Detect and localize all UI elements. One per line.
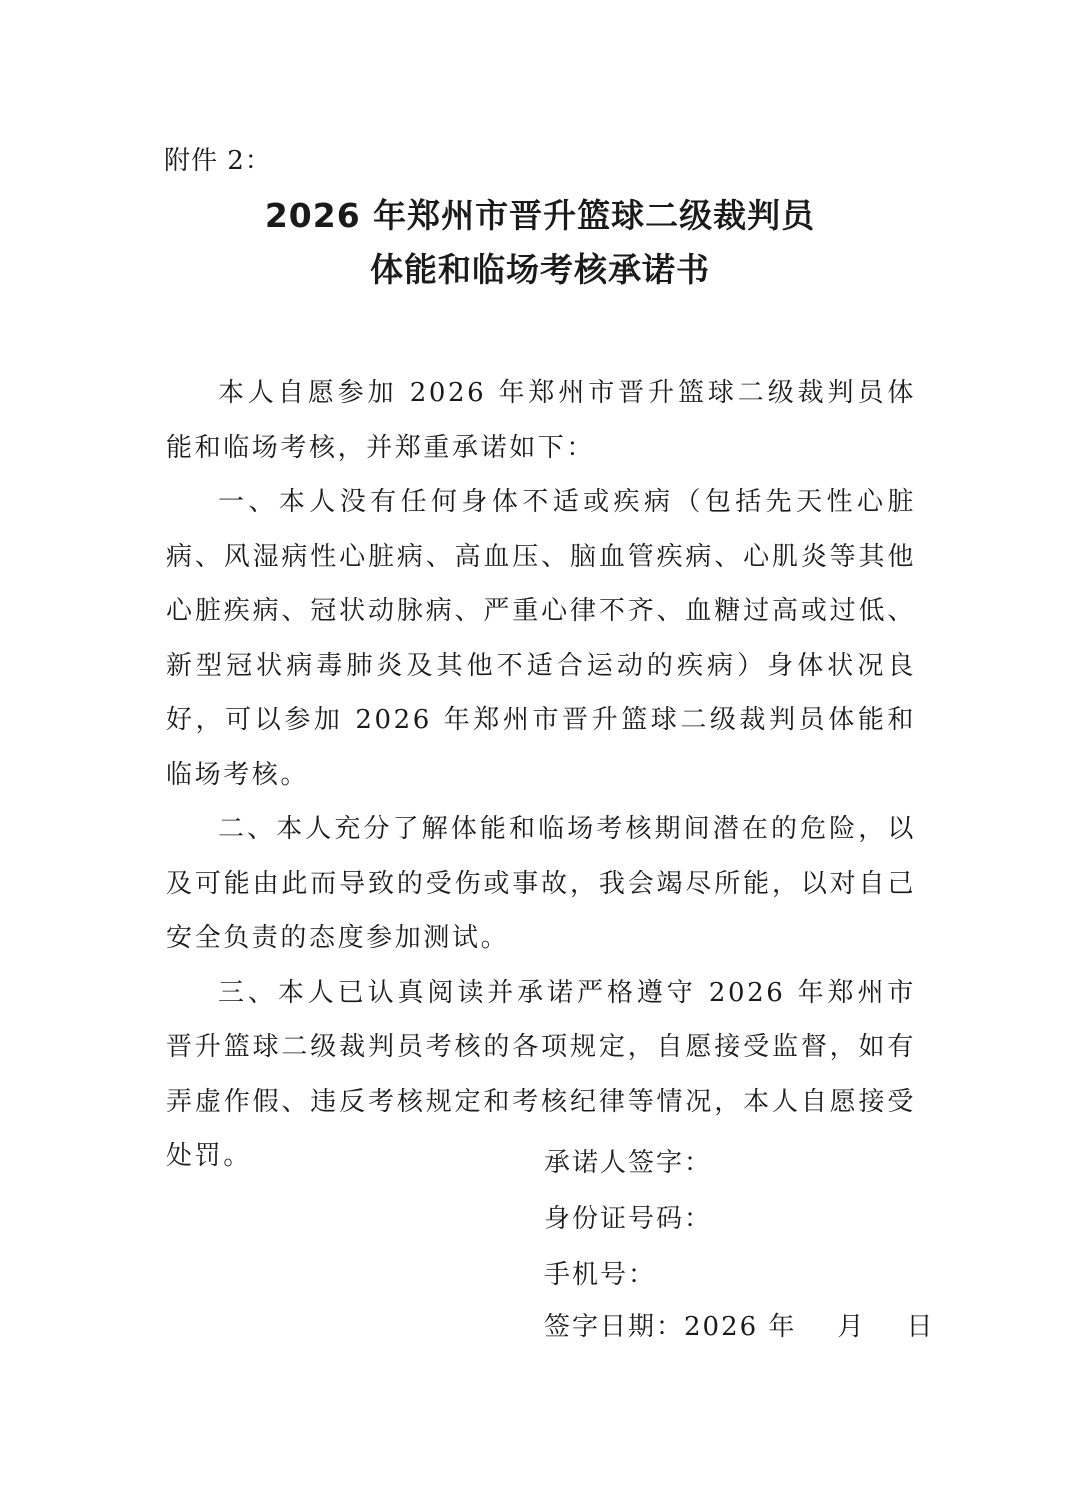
document-body xyxy=(166,366,916,1184)
intro-paragraph: 本人自愿参加 2026 年郑州市晋升篮球二级裁判员体能和临场考核，并郑重承诺如下： xyxy=(166,378,916,463)
signer-signature-label: 承诺人签字： xyxy=(544,1148,713,1178)
document-title-line-2: 体能和临场考核承诺书 xyxy=(370,250,710,289)
pledge-item-2: 二、本人充分了解体能和临场考核期间潜在的危险，以及可能由此而导致的受伤或事故，我会竭尽所能，以对自己安全负责的态度参加测试。 xyxy=(166,814,916,953)
id-number-label: 身份证号码： xyxy=(544,1204,713,1234)
pledge-item-1: 一、本人没有任何身体不适或疾病（包括先天性心脏病、风湿病性心脏病、高血压、脑血管疾病、心肌炎等其他心脏疾病、冠状动脉病、严重心律不齐、血糖过高或过低、新型冠状病毒肺炎及其他不适合运动的疾病）身体状况良好，可以参加 2026 年郑州市晋升篮球二级裁判员体能和临场考核。 xyxy=(166,487,916,790)
pledge-item-3: 三、本人已认真阅读并承诺严格遵守 2026 年郑州市晋升篮球二级裁判员考核的各项规定，自愿接受监督，如有弄虚作假、违反考核规定和考核纪律等情况，本人自愿接受处罚。 xyxy=(166,977,916,1171)
attachment-label: 附件 2： xyxy=(164,146,272,176)
phone-number-label: 手机号： xyxy=(544,1260,657,1290)
document-title-line-1: 2026 年郑州市晋升篮球二级裁判员 xyxy=(264,196,816,235)
signature-date-label: 签字日期：2026 年 月 日 xyxy=(544,1312,935,1342)
